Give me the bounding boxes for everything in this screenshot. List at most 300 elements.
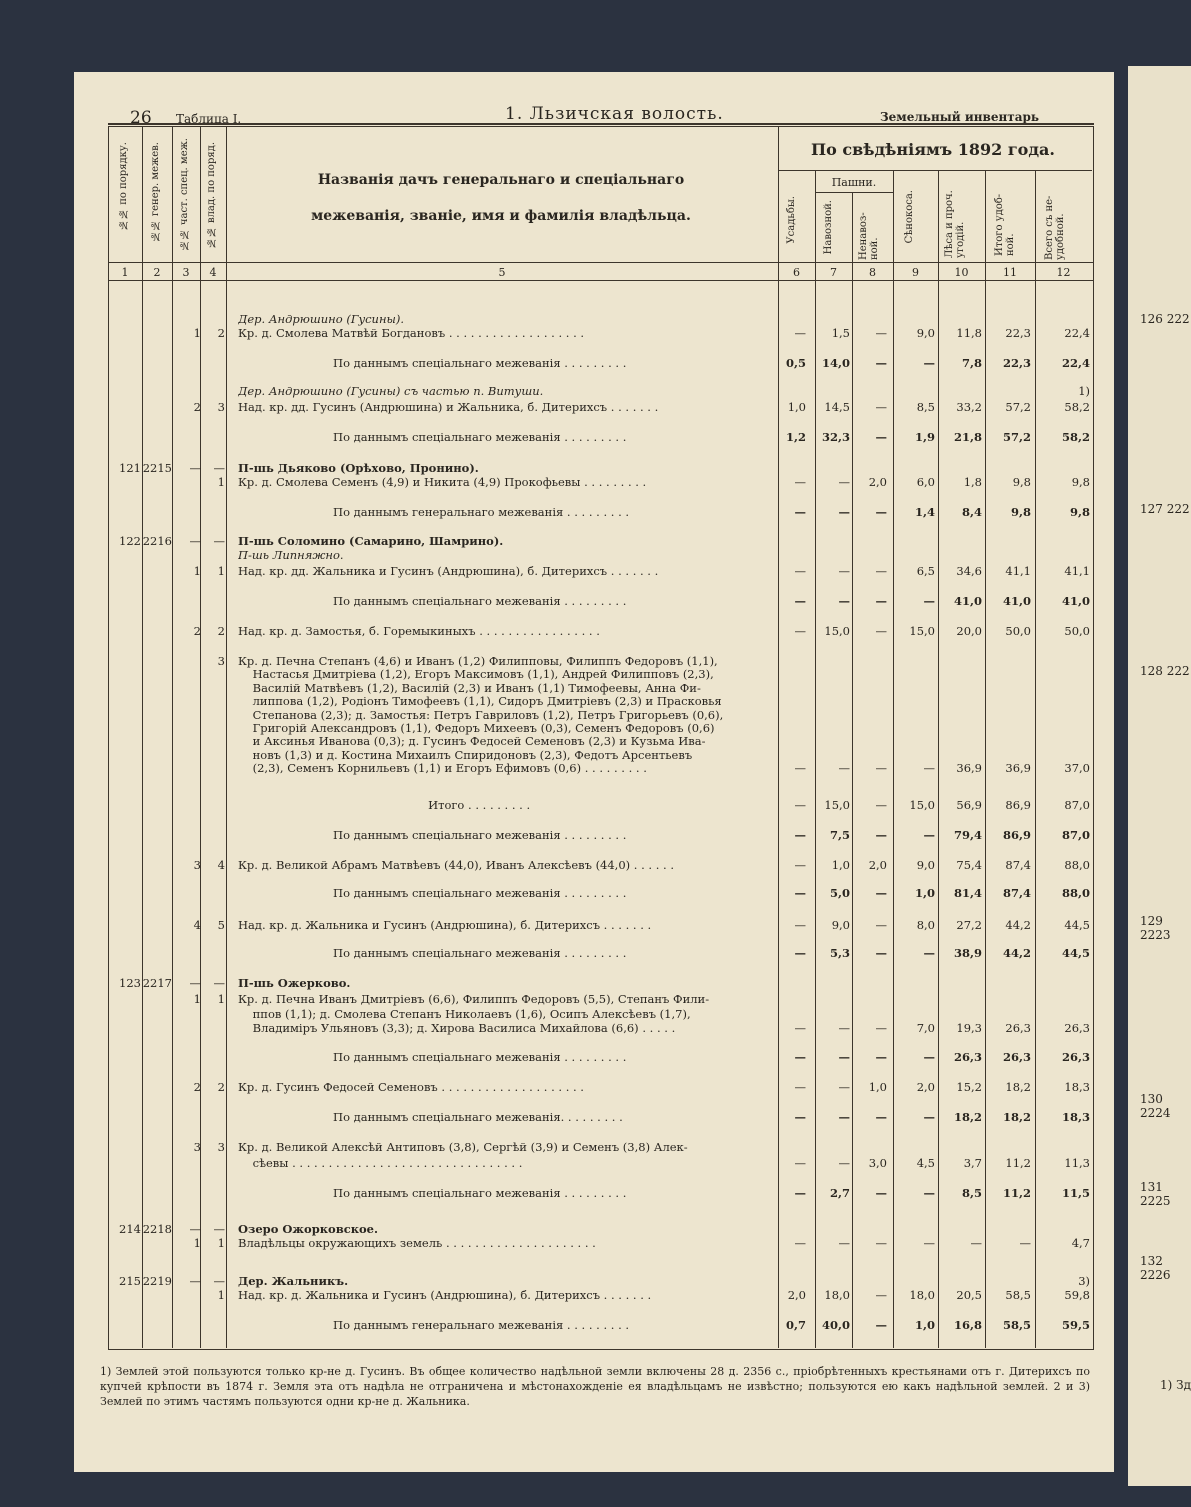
row-text: Василій Матвѣевъ (1,2), Василій (2,3) и Иванъ (1,1) Тимофеевы, Анна Фи- [238,680,701,695]
column-number: 10 [954,266,969,279]
value-col-8: 1,0 [868,1080,887,1094]
value-col-10: 11,8 [956,326,982,340]
value-col-8: — [875,946,887,960]
value-col-6: — [794,1110,806,1124]
row-text: По даннымъ генеральнаго межеванія . . . . . . . . . [238,505,630,519]
value-col-9: — [923,1236,935,1250]
value-col-10: — [970,1236,982,1250]
value-col-7: — [838,505,850,519]
value-col-7: — [838,761,850,776]
value-col-6: — [794,1236,806,1250]
value-col-12: 26,3 [1061,1050,1090,1064]
row-text: и Аксинья Иванова (0,3); д. Гусинъ Федосей Семеновъ (2,3) и Кузьма Ива- [238,734,706,749]
col-head-11: Итого удоб-ной. [994,193,1016,256]
col-head-1: №№ по порядку. [118,142,129,230]
value-col-10: 26,3 [953,1050,982,1064]
value-col-7: 40,0 [821,1318,850,1332]
row-text: Кр. д. Гусинъ Федосей Семеновъ . . . . . . . . . . . . . . . . . . . . [238,1080,584,1094]
row-text: Григорій Александровъ (1,1), Федоръ Михеевъ (0,3), Семенъ Федоровъ (0,6) [238,721,715,735]
adjacent-row-number: 126 222 [1140,312,1190,326]
value-col-11: 58,5 [1005,1288,1031,1302]
table-row [108,1050,1093,1064]
table-row [108,475,1093,489]
col-head-8: Ненавоз-ной. [858,212,880,260]
row-index-n3: 1 [193,326,201,340]
value-col-11: 41,0 [1002,594,1031,608]
col-head-4: №№ влад. по поряд. [206,142,217,249]
row-index-n4: 1 [217,564,225,578]
row-index-n4: 5 [217,918,225,932]
value-col-11: 26,3 [1005,1021,1031,1035]
value-col-7: 5,0 [829,886,850,900]
col-head-3: №№ част. спец. меж. [179,138,190,251]
value-col-7: — [838,1080,850,1094]
column-number: 9 [912,266,919,279]
table-row [108,1156,1093,1170]
value-col-7: 5,3 [829,946,850,960]
column-number: 3 [182,266,190,279]
row-index-n3: 2 [193,400,201,414]
column-number: 5 [498,266,506,279]
value-col-10: 15,2 [956,1080,982,1094]
value-col-7: 32,3 [821,430,850,444]
value-col-12: 9,8 [1071,475,1090,489]
table-row [108,1274,1093,1288]
adjacent-row-number: 131 2225 [1140,1180,1171,1208]
row-index-n4: — [213,976,225,990]
value-col-9: 9,0 [916,326,935,340]
value-col-10: 1,8 [963,475,982,489]
value-col-9: — [923,1050,935,1064]
row-text: По даннымъ генеральнаго межеванія . . . . . . . . . [238,1318,630,1332]
value-col-10: 20,0 [956,624,982,638]
row-text: По даннымъ спеціальнаго межеванія . . . . . . . . . [238,430,627,444]
table-row [108,858,1093,872]
value-col-10: 36,9 [956,761,982,776]
table-row [108,564,1093,578]
value-col-6: — [794,326,806,340]
value-col-11: 22,3 [1002,356,1031,370]
value-col-8: 2,0 [868,858,887,872]
row-text: Кр. д. Печна Иванъ Дмитріевъ (6,6), Филиппъ Федоровъ (5,5), Степанъ Фили- [238,992,710,1006]
table-row [108,694,1093,708]
value-col-8: — [875,624,887,638]
value-col-7: — [838,564,850,578]
row-index-n3: 2 [193,624,201,638]
value-col-10: 20,5 [956,1288,982,1302]
value-col-9: 1,9 [914,430,935,444]
value-col-6: — [794,1021,806,1035]
value-col-6: — [794,1050,806,1064]
adjacent-row-number: 128 222 [1140,664,1190,678]
row-text: Кр. д. Великой Абрамъ Матвѣевъ (44,0), Иванъ Алексѣевъ (44,0) . . . . . . [238,858,675,872]
value-col-8: 3,0 [868,1156,887,1170]
row-text: Дер. Жальникъ. [238,1274,349,1288]
row-index-n4: 3 [217,400,225,414]
value-col-11: 50,0 [1005,624,1031,638]
row-index-n4: — [213,1222,225,1236]
big-head-rule [778,170,1092,171]
value-col-9: 9,0 [916,858,935,872]
value-col-8: — [875,356,887,370]
value-col-11: 36,9 [1005,761,1031,776]
row-index-n3: — [189,461,201,475]
table-row [108,1007,1093,1021]
value-col-8: — [875,1110,887,1124]
table-row [108,761,1093,775]
row-text: Кр. д. Смолева Матвѣй Богдановъ . . . . . . . . . . . . . . . . . . . [238,326,585,340]
value-col-11: 11,2 [1002,1186,1031,1200]
value-col-6: 2,0 [787,1288,806,1302]
row-index-n2: 2216 [142,534,172,548]
column-number: 1 [121,266,129,279]
value-col-9: 18,0 [909,1288,935,1302]
value-col-10: 3,7 [963,1156,982,1170]
row-index-n2: 2218 [142,1222,172,1236]
value-col-9: 1,0 [914,1318,935,1332]
value-col-9: 8,0 [916,918,935,932]
value-col-6: — [794,946,806,960]
value-col-7: 14,0 [821,356,850,370]
row-text: П-шь Дьяково (Орѣхово, Пронино). [238,461,479,475]
value-col-9: 1,4 [914,505,935,519]
column-number: 11 [1003,266,1017,279]
value-col-10: 56,9 [956,798,982,812]
row-index-n3: — [189,1222,201,1236]
value-col-12: 41,1 [1064,564,1090,578]
row-text: Над. кр. д. Замостья, б. Горемыкиныхъ . . . . . . . . . . . . . . . . . [238,624,600,638]
row-index-n4: 4 [217,858,225,872]
value-col-11: 44,2 [1005,918,1031,932]
value-col-12: 1) [1078,384,1090,398]
table-row [108,430,1093,444]
row-index-n4: 2 [217,624,225,638]
value-col-7: — [838,1110,850,1124]
row-index-n2: 2217 [142,976,172,990]
header-rule [108,262,1094,263]
page-number: 26 [130,108,152,128]
value-col-6: — [794,564,806,578]
value-col-11: 86,9 [1005,798,1031,812]
row-text: П-шь Ожерково. [238,976,351,990]
value-col-11: — [1019,1236,1031,1250]
value-col-11: 87,4 [1002,886,1031,900]
table-row [108,594,1093,608]
col-head-12: Всего съ не-удобной. [1044,195,1066,260]
row-text: Над. кр. д. Жальника и Гусинъ (Андрюшина), б. Дитерихсъ . . . . . . . [238,1288,652,1302]
value-col-9: 2,0 [916,1080,935,1094]
value-col-11: 57,2 [1002,430,1031,444]
value-col-12: 44,5 [1064,918,1090,932]
value-col-10: 19,3 [956,1021,982,1035]
value-col-9: 15,0 [909,798,935,812]
value-col-6: — [794,505,806,519]
row-text: Кр. д. Печна Степанъ (4,6) и Иванъ (1,2) Филипповы, Филиппъ Федоровъ (1,1), [238,654,718,668]
table-row [108,992,1093,1006]
row-text: По даннымъ спеціальнаго межеванія . . . . . . . . . [238,1050,627,1064]
row-text: П-шь Липняжно. [238,548,344,562]
value-col-8: — [875,400,887,414]
value-col-10: 41,0 [953,594,982,608]
table-row [108,1080,1093,1094]
value-col-9: 6,0 [916,475,935,489]
value-col-6: 0,7 [785,1318,806,1332]
col-head-2: №№ генер. межев. [150,142,161,242]
table-row [108,548,1093,562]
row-index-n4: 3 [217,1140,225,1154]
value-col-10: 34,6 [956,564,982,578]
value-col-12: 3) [1078,1274,1090,1288]
value-col-12: 88,0 [1064,858,1090,872]
value-col-6: — [794,918,806,932]
value-col-6: — [794,475,806,489]
row-text: липпова (1,2), Родіонъ Тимофеевъ (1,1), Сидоръ Дмитріевъ (2,3) и Прасковья [238,694,722,709]
row-index-n2: 2219 [142,1274,172,1288]
value-col-12: 18,3 [1061,1110,1090,1124]
value-col-12: 22,4 [1064,326,1090,340]
column-number: 8 [869,266,876,279]
value-col-6: — [794,828,806,842]
value-col-12: 87,0 [1061,828,1090,842]
value-col-9: 8,5 [916,400,935,414]
value-col-12: 9,8 [1069,505,1090,519]
value-col-8: — [875,886,887,900]
row-index-n4: 3 [217,654,225,668]
table-row [108,976,1093,990]
value-col-10: 79,4 [953,828,982,842]
value-col-6: 0,5 [785,356,806,370]
row-text: Владиміръ Ульяновъ (3,3); д. Хирова Василиса Михайлова (6,6) . . . . . [238,1021,676,1035]
value-col-12: 87,0 [1064,798,1090,812]
colnum-rule [108,280,1094,281]
value-col-11: 44,2 [1002,946,1031,960]
value-col-7: 1,5 [831,326,850,340]
row-index-n3: 2 [193,1080,201,1094]
value-col-9: 6,5 [916,564,935,578]
value-col-10: 27,2 [956,918,982,932]
table-row [108,1318,1093,1332]
row-text: Над. кр. д. Жальника и Гусинъ (Андрюшина), б. Дитерихсъ . . . . . . . [238,918,652,932]
value-col-8: — [875,798,887,812]
value-col-10: 21,8 [953,430,982,444]
value-col-7: 18,0 [824,1288,850,1302]
row-index-n4: 1 [217,992,225,1006]
value-col-7: 9,0 [831,918,850,932]
value-col-12: 50,0 [1064,624,1090,638]
value-col-8: — [875,1186,887,1200]
row-index-n3: 1 [193,564,201,578]
value-col-12: 22,4 [1061,356,1090,370]
value-col-7: — [838,1236,850,1250]
value-col-11: 87,4 [1005,858,1031,872]
column-number: 7 [830,266,837,279]
row-index-n4: — [213,534,225,548]
value-col-8: — [875,594,887,608]
value-col-12: 59,5 [1061,1318,1090,1332]
value-col-7: 2,7 [829,1186,850,1200]
value-col-6: — [794,858,806,872]
big-head: По свѣдѣніямъ 1892 года. [811,140,1055,159]
value-col-9: — [923,761,935,776]
table-row [108,918,1093,932]
table-row [108,708,1093,722]
value-col-11: 9,8 [1010,505,1031,519]
column-number: 2 [153,266,161,279]
value-col-6: 1,0 [787,400,806,414]
row-text: Озеро Ожорковское. [238,1222,378,1236]
table-row [108,748,1093,762]
table-row [108,734,1093,748]
value-col-7: 7,5 [829,828,850,842]
row-text: По даннымъ спеціальнаго межеванія . . . . . . . . . [238,356,627,370]
table-row [108,667,1093,681]
value-col-8: — [875,761,887,776]
table-row [108,505,1093,519]
row-index-n3: 1 [193,1236,201,1250]
value-col-8: — [875,564,887,578]
value-col-10: 8,5 [961,1186,982,1200]
table-label: Таблица I. [176,112,242,126]
value-col-6: — [794,1186,806,1200]
row-text: Владѣльцы окружающихъ земель . . . . . . . . . . . . . . . . . . . . . [238,1236,596,1250]
value-col-10: 81,4 [953,886,982,900]
column-number: 6 [793,266,800,279]
value-col-10: 7,8 [961,356,982,370]
value-col-12: 18,3 [1064,1080,1090,1094]
row-text: сѣевы . . . . . . . . . . . . . . . . . . . . . . . . . . . . . . . . [238,1156,523,1170]
value-col-7: — [838,1021,850,1035]
row-index-n3: — [189,534,201,548]
value-col-10: 38,9 [953,946,982,960]
value-col-6: 1,2 [785,430,806,444]
row-text: Над. кр. дд. Жальника и Гусинъ (Андрюшина), б. Дитерихсъ . . . . . . . [238,564,659,578]
table-row [108,1110,1093,1124]
col-head-10: Лѣса и проч. угодій. [944,190,966,258]
pashni-rule [815,192,893,193]
table-row [108,356,1093,370]
col-head-9: Сѣнокоса. [904,190,915,244]
value-col-7: 15,0 [824,624,850,638]
pashni-head: Пашни. [831,176,877,189]
value-col-12: 4,7 [1071,1236,1090,1250]
row-text: П-шь Соломино (Самарино, Шамрино). [238,534,504,548]
value-col-8: — [875,430,887,444]
table-row [108,1222,1093,1236]
row-index-n2: 2215 [142,461,172,475]
value-col-8: — [875,828,887,842]
table-row [108,1186,1093,1200]
column-number: 12 [1056,266,1071,279]
value-col-6: — [794,798,806,812]
value-col-8: 2,0 [868,475,887,489]
row-index-n4: — [213,1274,225,1288]
row-index-n1: 121 [119,461,141,475]
row-index-n4: 2 [217,326,225,340]
table-row [108,654,1093,668]
value-col-6: — [794,594,806,608]
row-index-n4: 2 [217,1080,225,1094]
row-text: ппов (1,1); д. Смолева Степанъ Николаевъ (1,6), Осипъ Алексѣевъ (1,7), [238,1006,691,1021]
value-col-11: 22,3 [1005,326,1031,340]
value-col-8: — [875,918,887,932]
value-col-9: — [923,1110,935,1124]
value-col-8: — [875,1050,887,1064]
value-col-11: 57,2 [1005,400,1031,414]
value-col-10: 18,2 [953,1110,982,1124]
row-text: Кр. д. Смолева Семенъ (4,9) и Никита (4,9) Прокофьевы . . . . . . . . . [238,475,647,489]
table-row [108,326,1093,340]
value-col-6: — [794,761,806,776]
value-col-7: — [838,594,850,608]
table-row [108,534,1093,548]
adjacent-footnote: 1) Зд [1160,1378,1191,1392]
footnote: 1) Землей этой пользуются только кр-не д. Гусинъ. Въ общее количество надѣльной земли включены 28 д. 2356 с., пріобрѣтенныхъ крестьянами отъ г. Дитерихсъ по купчей крѣпости въ 1874 г. Земля эта отъ надѣла не отграничена и мѣстонахожденіе ея владѣльцамъ не извѣстно; пользуются ею какъ надѣльной землей. 2 и 3) Землей по этимъ частямъ пользуются одни кр-не д. Жальника. [100,1365,1090,1408]
row-index-n3: — [189,1274,201,1288]
value-col-10: 16,8 [953,1318,982,1332]
row-text: новъ (1,3) и д. Костина Михаилъ Спиридоновъ (2,3), Федотъ Арсентьевъ [238,747,693,762]
row-index-n3: — [189,976,201,990]
row-text: Степанова (2,3); д. Замостья: Петръ Гавриловъ (1,2), Петръ Григорьевъ (0,6), [238,707,724,722]
value-col-12: 59,8 [1064,1288,1090,1302]
table-row [108,312,1093,326]
row-text: Дер. Андрюшино (Гусины) съ частью п. Витуши. [238,384,544,398]
value-col-6: — [794,624,806,638]
value-col-11: 11,2 [1005,1156,1031,1170]
table-row [108,400,1093,414]
row-text: Кр. д. Великой Алексѣй Антиповъ (3,8), Сергѣй (3,9) и Семенъ (3,8) Алек- [238,1140,688,1154]
value-col-8: — [875,1236,887,1250]
value-col-7: 14,5 [824,400,850,414]
value-col-9: 7,0 [916,1021,935,1035]
col-head-7: Навозной. [823,200,834,255]
table-row [108,461,1093,475]
value-col-12: 41,0 [1061,594,1090,608]
value-col-6: — [794,886,806,900]
value-col-12: 44,5 [1061,946,1090,960]
value-col-12: 58,2 [1064,400,1090,414]
row-text: По даннымъ спеціальнаго межеванія. . . . . . . . . [238,1110,623,1124]
value-col-8: — [875,505,887,519]
value-col-9: 4,5 [916,1156,935,1170]
page-title: 1. Льзичская волость. [505,104,724,124]
table-row [108,886,1093,900]
value-col-9: 15,0 [909,624,935,638]
value-col-9: — [923,828,935,842]
value-col-11: 18,2 [1002,1110,1031,1124]
value-col-12: 26,3 [1064,1021,1090,1035]
row-text: (2,3), Семенъ Корнильевъ (1,1) и Егоръ Ефимовъ (0,6) . . . . . . . . . [238,761,647,776]
table-row [108,1140,1093,1154]
value-col-12: 11,3 [1064,1156,1090,1170]
value-col-11: 18,2 [1005,1080,1031,1094]
row-index-n3: 1 [193,992,201,1006]
value-col-7: — [838,475,850,489]
row-text: Итого . . . . . . . . . [238,798,531,812]
table-row [108,1288,1093,1302]
col-head-6: Усадьбы. [786,196,797,244]
value-col-10: 8,4 [961,505,982,519]
top-rule [108,123,1094,125]
value-col-7: — [838,1050,850,1064]
table-row [108,624,1093,638]
row-text: По даннымъ спеціальнаго межеванія . . . . . . . . . [238,594,627,608]
row-index-n1: 215 [119,1274,141,1288]
value-col-9: — [923,594,935,608]
table-row [108,798,1093,812]
value-col-8: — [875,1288,887,1302]
value-col-9: 1,0 [914,886,935,900]
value-col-12: 88,0 [1061,886,1090,900]
